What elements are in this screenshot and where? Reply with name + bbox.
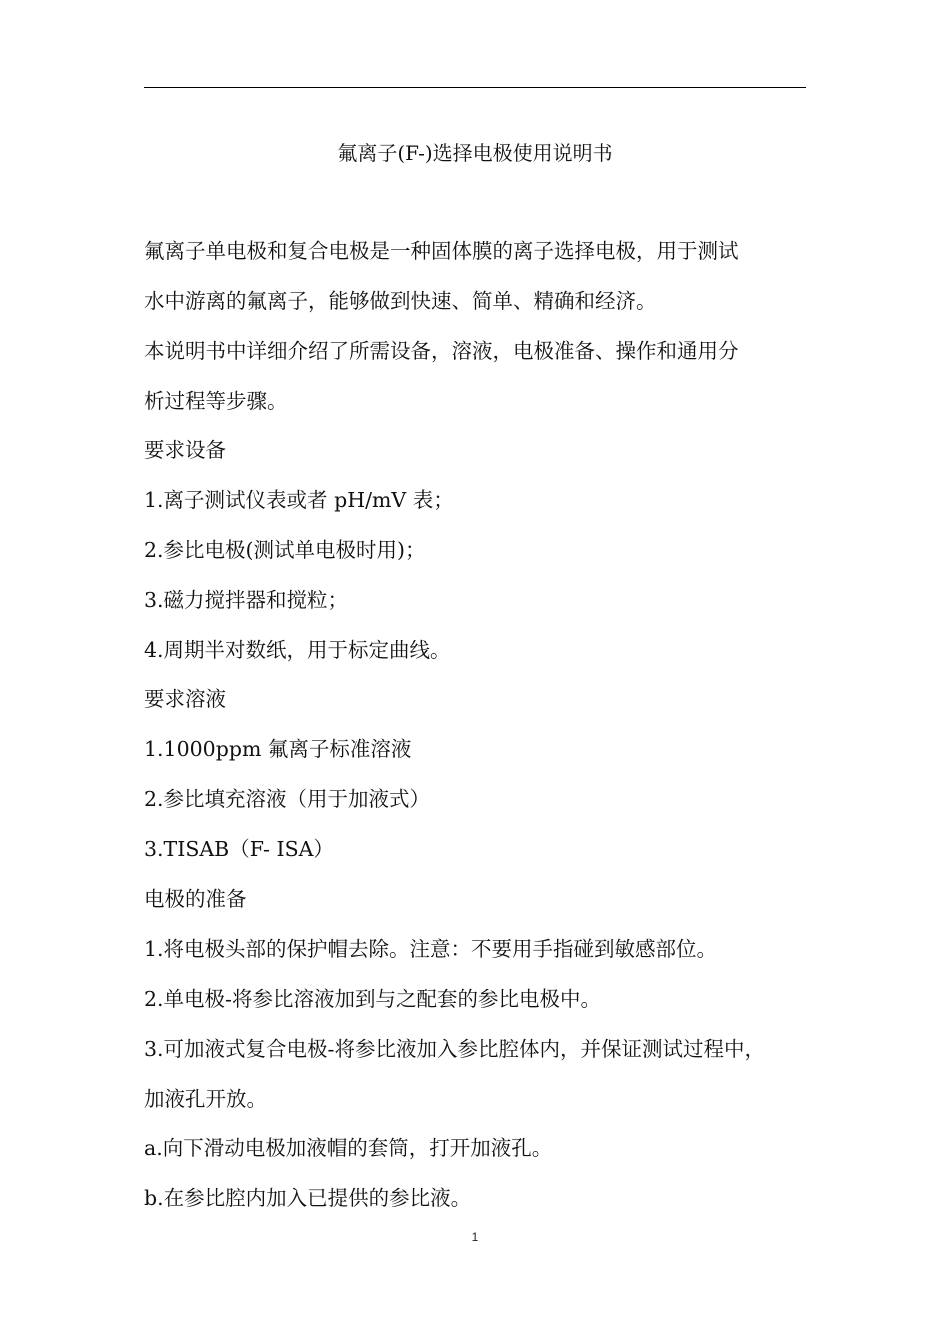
list-item: 1.1000ppm 氟离子标准溶液 [144,737,412,761]
page-number: 1 [471,1230,479,1244]
list-item: 4.周期半对数纸，用于标定曲线。 [144,638,451,662]
intro-line: 氟离子单电极和复合电极是一种固体膜的离子选择电极，用于测试 [144,239,739,263]
section-heading-preparation: 电极的准备 [144,887,247,911]
list-item: 1.将电极头部的保护帽去除。注意：不要用手指碰到敏感部位。 [144,937,718,961]
header-rule [144,87,806,88]
intro-line: 水中游离的氟离子，能够做到快速、简单、精确和经济。 [144,289,657,313]
document-title: 氟离子(F-)选择电极使用说明书 [337,141,613,165]
intro-line: 本说明书中详细介绍了所需设备，溶液，电极准备、操作和通用分 [144,339,739,363]
list-item: 3.磁力搅拌器和搅粒； [144,588,349,612]
list-item: a.向下滑动电极加液帽的套筒，打开加液孔。 [144,1136,553,1160]
list-item: 1.离子测试仪表或者 pH/mV 表； [144,488,454,512]
list-item: 3.可加液式复合电极-将参比液加入参比腔体内，并保证测试过程中， [144,1037,765,1061]
section-heading-equipment: 要求设备 [144,438,226,462]
list-item: 加液孔开放。 [144,1087,267,1111]
list-item: 3.TISAB（F- ISA） [144,837,334,861]
intro-line: 析过程等步骤。 [144,389,288,413]
list-item: 2.参比填充溶液（用于加液式） [144,787,431,811]
list-item: b.在参比腔内加入已提供的参比液。 [144,1186,472,1210]
list-item: 2.单电极-将参比溶液加到与之配套的参比电极中。 [144,987,601,1011]
list-item: 2.参比电极(测试单电极时用)； [144,538,426,562]
section-heading-solutions: 要求溶液 [144,687,226,711]
